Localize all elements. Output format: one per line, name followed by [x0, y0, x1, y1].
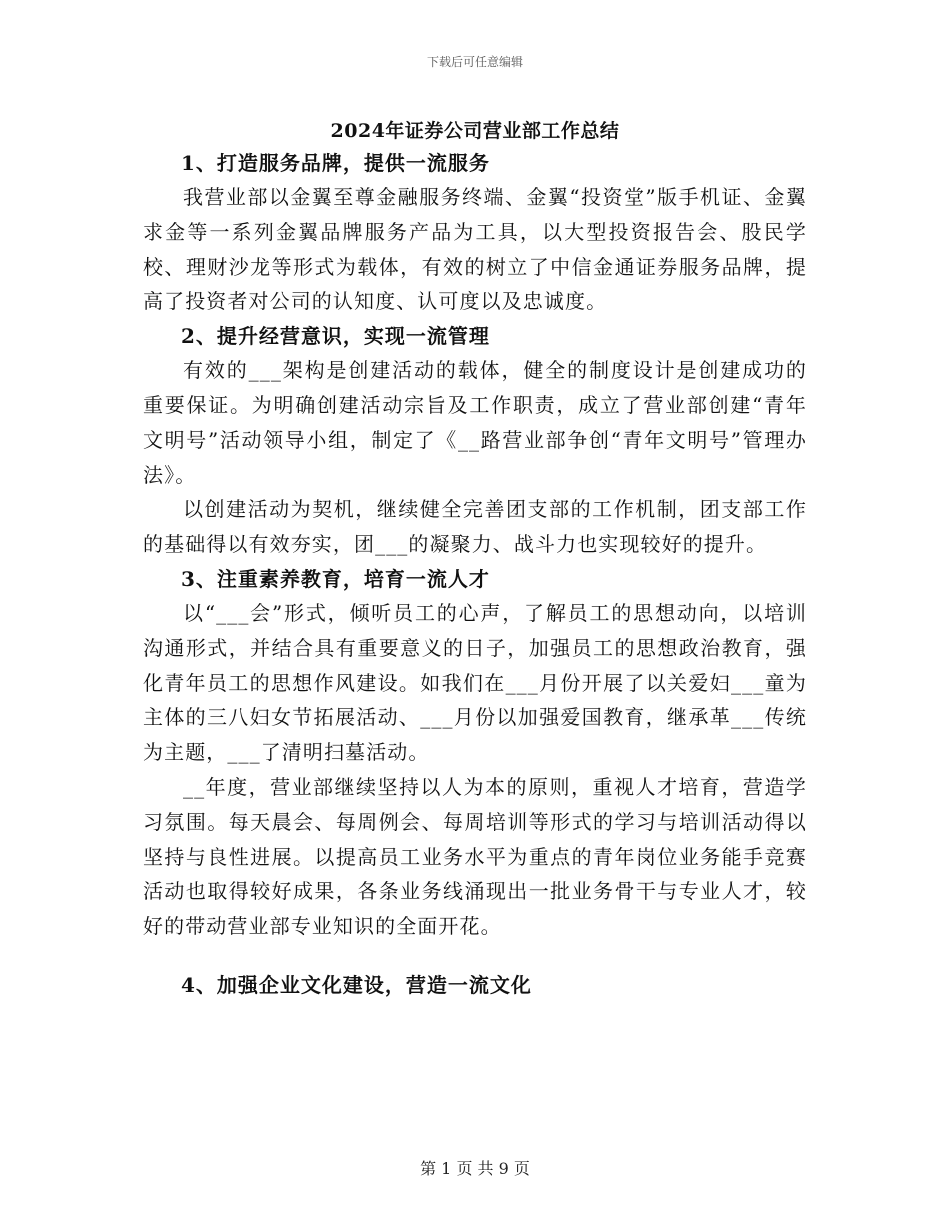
- section-heading-2: 2、提升经营意识，实现一流管理: [181, 324, 490, 349]
- section-heading-4: 4、加强企业文化建设，营造一流文化: [181, 972, 532, 997]
- section-3-paragraph-2: __年度，营业部继续坚持以人为本的原则，重视人才培育，营造学习氛围。每天晨会、每周例会、每周培训等形式的学习与培训活动得以坚持与良性进展。以提高员工业务水平为重点的青年岗位业务能手竞赛活动也取得较好成果，各条业务线涌现出一批业务骨干与专业人才，较好的带动营业部专业知识的全面开花。: [143, 774, 807, 939]
- section-2-paragraph-2: 以创建活动为契机，继续健全完善团支部的工作机制，团支部工作的基础得以有效夯实，团___的凝聚力、战斗力也实现较好的提升。: [143, 497, 807, 557]
- section-3-paragraph-1: 以“___会”形式，倾听员工的心声，了解员工的思想动向，以培训沟通形式，并结合具有重要意义的日子，加强员工的思想政治教育，强化青年员工的思想作风建设。如我们在___月份开展了以关爱妇___童为主体的三八妇女节拓展活动、___月份以加强爱国教育，继承革___传统为主题，___了清明扫墓活动。: [143, 600, 807, 765]
- section-spacer: [143, 944, 807, 968]
- header-note: 下载后可任意编辑: [426, 55, 523, 69]
- section-heading-1: 1、打造服务品牌，提供一流服务: [181, 151, 490, 175]
- section-heading-3: 3、注重素养教育，培育一流人才: [181, 566, 490, 591]
- document-title: 2024年证券公司营业部工作总结: [330, 120, 620, 142]
- page-number-footer: 第 1 页 共 9 页: [420, 1159, 530, 1178]
- document-body: [143, 146, 807, 1002]
- section-2-paragraph-1: 有效的___架构是创建活动的载体，健全的制度设计是创建成功的重要保证。为明确创建活动宗旨及工作职责，成立了营业部创建“青年文明号”活动领导小组，制定了《__路营业部争创“青年文明号”管理办法》。: [143, 358, 807, 487]
- section-1-paragraph-1: 我营业部以金翼至尊金融服务终端、金翼“投资堂”版手机证、金翼求金等一系列金翼品牌服务产品为工具，以大型投资报告会、股民学校、理财沙龙等形式为载体，有效的树立了中信金通证券服务品牌，提高了投资者对公司的认知度、认可度以及忠诚度。: [143, 185, 807, 314]
